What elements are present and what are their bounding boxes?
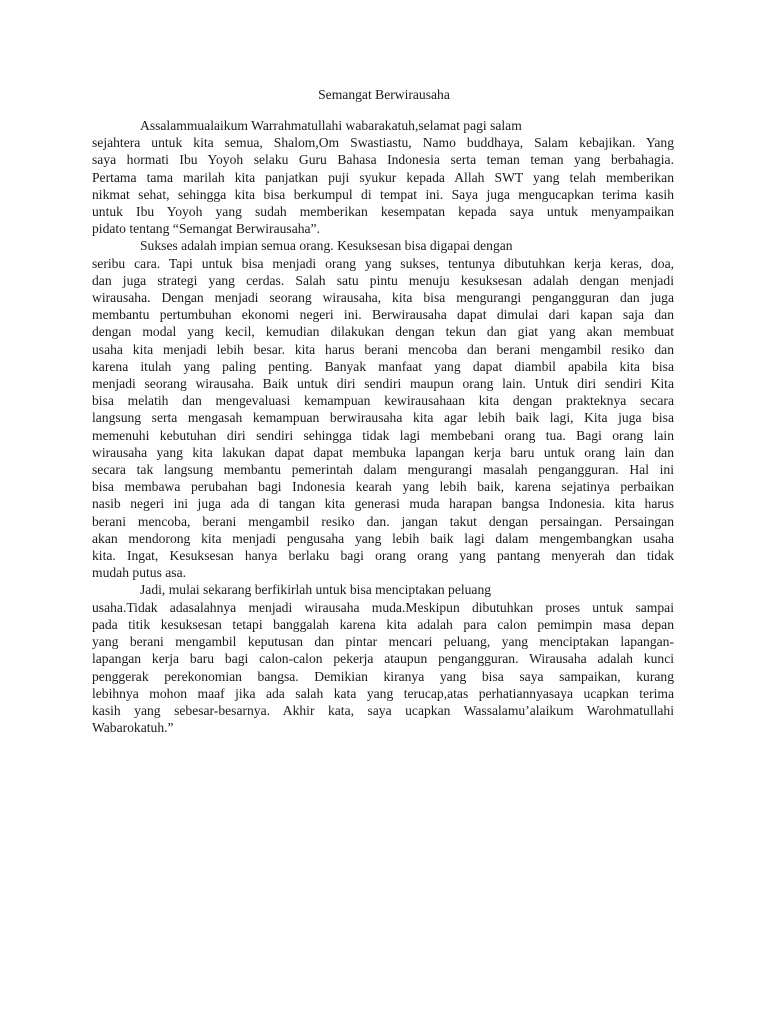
text-line: Wabarokatuh.” xyxy=(92,720,174,736)
text-line: lebihnya mohon maaf jika ada salah kata yang terucap,atas perhatiannyasaya ucapkan terima xyxy=(92,685,674,701)
text-line: langsung serta mengasah kemampuan berwirausaha kita agar lebih baik lagi, Kita juga bisa xyxy=(92,410,674,426)
text-line: yang berani mengambil keputusan dan pintar mencari peluang, yang menciptakan lapangan- xyxy=(92,634,674,650)
text-line: bisa melatih dan mengevaluasi kemampuan kewirausahaan kita dengan prakteknya secara xyxy=(92,393,674,409)
paragraph xyxy=(92,581,674,736)
text-line: dan juga strategi yang cerdas. Salah satu pintu menuju kesuksesan adalah dengan menjadi xyxy=(92,272,674,288)
text-line: bisa membawa perubahan bagi Indonesia kearah yang lebih baik, karena sejatinya perbaikan xyxy=(92,479,674,495)
text-line: mudah putus asa. xyxy=(92,565,187,581)
text-line: seribu cara. Tapi untuk bisa menjadi orang yang sukses, tentunya dibutuhkan kerja keras, doa, xyxy=(92,255,674,271)
text-line: dengan modal yang kecil, kemudian dilakukan dengan tekun dan giat yang akan membuat xyxy=(92,324,674,340)
text-line: penggerak perekonomian bangsa. Demikian kiranya yang bisa saya sampaikan, kurang xyxy=(92,668,674,684)
document-title: Semangat Berwirausaha xyxy=(318,87,450,102)
text-line: untuk Ibu Yoyoh yang sudah memberikan kesempatan kepada saya untuk menyampaikan xyxy=(92,204,674,220)
text-line: pidato tentang “Semangat Berwirausaha”. xyxy=(92,221,320,237)
text-line: Jadi, mulai sekarang berfikirlah untuk bisa menciptakan peluang xyxy=(140,582,492,598)
text-line: wirausaha. Dengan menjadi seorang wirausaha, kita bisa mengurangi pengangguran dan juga xyxy=(92,290,674,306)
text-line: kasih yang sebesar-besarnya. Akhir kata, saya ucapkan Wassalamu’alaikum Warohmatullahi xyxy=(92,702,674,718)
text-line: nikmat sehat, sehingga kita bisa berkumpul di tempat ini. Saya juga mengucapkan terima kasih xyxy=(92,186,674,202)
text-line: lapangan kerja baru bagi calon-calon pekerja ataupun pengangguran. Wirausaha adalah kunci xyxy=(92,651,674,667)
document-body xyxy=(92,117,674,736)
text-line: kita. Ingat, Kesuksesan hanya berlaku bagi orang orang yang pantang menyerah dan tidak xyxy=(92,548,674,564)
text-line: Sukses adalah impian semua orang. Kesuksesan bisa digapai dengan xyxy=(140,238,513,254)
text-line: pada titik kesuksesan tetapi banggalah karena kita adalah para calon pemimpin masa depan xyxy=(92,616,674,632)
text-line: membantu pertumbuhan ekonomi negeri ini. Berwirausaha dapat dimulai dari kapan saja dan xyxy=(92,307,674,323)
text-line: saya hormati Ibu Yoyoh selaku Guru Bahasa Indonesia serta teman teman yang berbahagia. xyxy=(92,152,674,168)
text-line: nasib negeri ini juga ada di tangan kita generasi muda harapan bangsa Indonesia. kita harus xyxy=(92,496,674,512)
text-line: Assalammualaikum Warrahmatullahi wabarakatuh,selamat pagi salam xyxy=(140,118,522,133)
text-line: karena itulah yang paling penting. Banyak manfaat yang dapat diambil apabila kita bisa xyxy=(92,358,674,374)
text-line: usaha kita menjadi lebih besar. kita harus berani mencoba dan berani mengambil resiko dan xyxy=(92,341,674,357)
text-line: menjadi seorang wirausaha. Baik untuk diri sendiri maupun orang lain. Untuk diri sendiri Kita xyxy=(92,376,674,392)
paragraph xyxy=(92,117,674,237)
text-line: secara tak langsung membantu pemerintah dalam mengurangi masalah pengangguran. Hal ini xyxy=(92,462,674,478)
text-line: usaha.Tidak adasalahnya menjadi wirausaha muda.Meskipun dibutuhkan proses untuk sampai xyxy=(92,599,674,615)
text-line: wirausaha yang kita lakukan dapat dapat membuka lapangan kerja baru untuk orang lain dan xyxy=(92,444,674,460)
text-line: memenuhi kebutuhan diri sendiri sehingga tidak lagi membebani orang tua. Bagi orang lain xyxy=(92,427,674,443)
text-line: berani mencoba, berani mengambil resiko dan. jangan takut dengan persaingan. Persaingan xyxy=(92,513,674,529)
text-line: akan mendorong kita menjadi pengusaha yang lebih baik lagi dalam mengembangkan usaha xyxy=(92,530,674,546)
text-line: sejahtera untuk kita semua, Shalom,Om Swastiastu, Namo buddhaya, Salam kebajikan. Yang xyxy=(92,135,674,151)
paragraph xyxy=(92,237,674,581)
text-line: Pertama tama marilah kita panjatkan puji syukur kepada Allah SWT yang telah memberikan xyxy=(92,169,674,185)
